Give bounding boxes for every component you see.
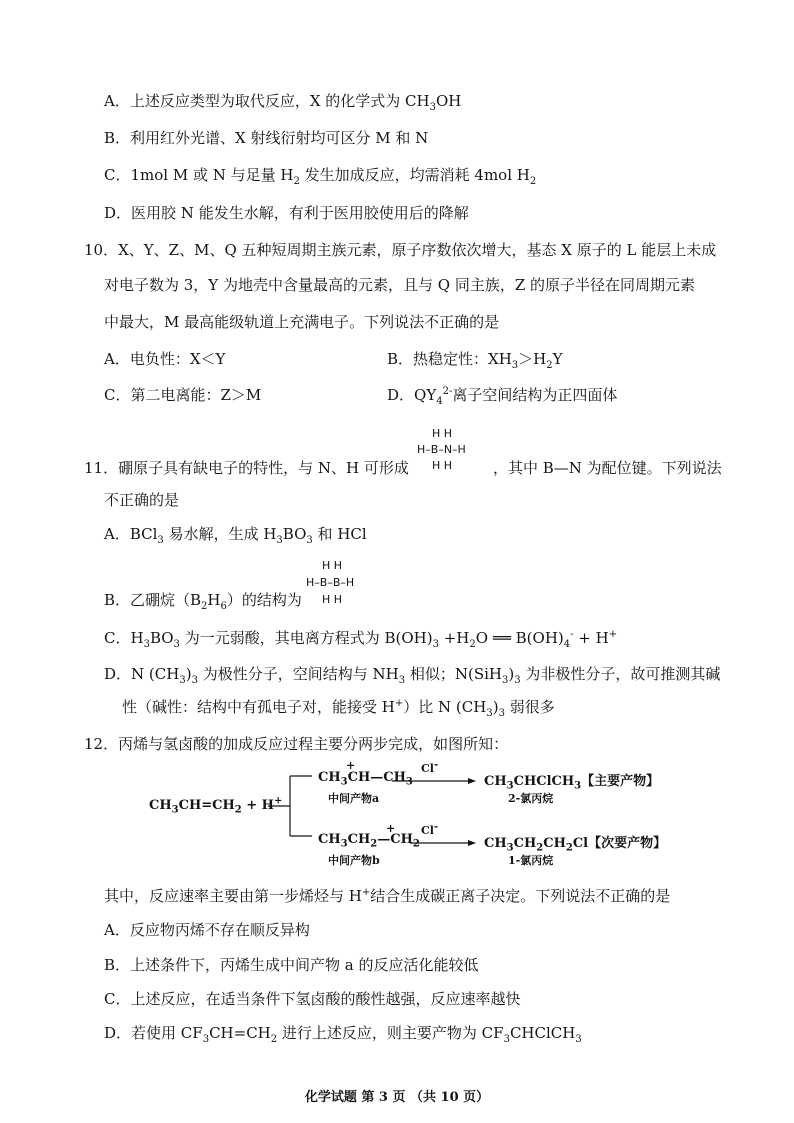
q11-stem-line1a: 11．硼原子具有缺电子的特性，与 N、H 可形成: [84, 459, 409, 477]
intermediate-b: $CH_3CH_2—CH_2$: [318, 832, 420, 850]
q12-stem-line1: 12．丙烯与氢卤酸的加成反应过程主要分两步完成，如图所知：: [84, 735, 509, 753]
bn-structure-top: H H: [432, 427, 453, 440]
q11-option-d-line2: 性（碱性：结构中有孤电子对，能接受 H+）比 N $(CH_3)_3$ 弱很多: [122, 698, 555, 719]
q9-option-c: C．1mol M 或 N 与足量 $H_2$ 发生加成反应，均需消耗 4mol $H_2$: [104, 166, 537, 187]
q9-option-a: A．上述反应类型为取代反应，X 的化学式为 $CH_3OH$: [104, 92, 462, 113]
chloride-reagent-a: Cl-: [421, 759, 439, 775]
q10-option-c: C．第二电离能：Z＞M: [104, 386, 262, 404]
b2h6-structure-bot: H H: [322, 593, 343, 606]
q12-option-a: A．反应物丙烯不存在顺反异构: [104, 921, 310, 939]
q11-option-d-line1: D．N $(CH_3)_3$ 为极性分子，空间结构与 $NH_3$ 相似；$N(SiH_3)_3$ 为非极性分子，故可推测其碱: [104, 665, 721, 686]
bn-structure-diagram: [417, 428, 487, 472]
q10-option-a: A．电负性：X＜Y: [104, 350, 226, 368]
q12-option-d: D．若使用 $CF_3CH=CH_2$ 进行上述反应，则主要产物为 $CF_3CHClCH_3$: [104, 1024, 582, 1045]
q11-option-c: C．$H_3BO_3$ 为一元弱酸，其电离方程式为 $B(OH)_3 +H_2O$ ══ $B(OH)_4^- + H^+$: [104, 629, 618, 650]
q12-stem-line2: 其中，反应速率主要由第一步烯烃与 H+结合生成碳正离子决定。下列说法不正确的是: [104, 887, 671, 905]
intermediate-b-label: 中间产物b: [328, 854, 380, 867]
q10-stem-line1: 10．X、Y、Z、M、Q 五种短周期主族元素，原子序数依次增大，基态 X 原子的 L 能层上未成: [84, 241, 717, 259]
q10-stem-line3: 中最大，M 最高能级轨道上充满电子。下列说法不正确的是: [104, 313, 500, 331]
q11-stem-line1b: ，其中 B—N 为配位键。下列说法: [493, 459, 722, 477]
carbocation-plus-a: +: [346, 759, 356, 772]
reaction-scheme: [0, 760, 794, 870]
q10-option-d: D．$QY_4^{2-}$离子空间结构为正四面体: [387, 386, 618, 407]
bn-structure-bot: H H: [432, 459, 453, 472]
q12-option-c: C．上述反应，在适当条件下氢卤酸的酸性越强，反应速率越快: [104, 990, 521, 1008]
product-b: $CH_3CH_2CH_2Cl$【次要产物】: [484, 836, 667, 854]
reactant-propene: $CH_3CH=CH_2 + H^+$: [149, 795, 283, 816]
q10-option-b: B．热稳定性：$XH_3>H_2Y$: [387, 350, 563, 371]
b2h6-structure-mid: H–B–B–H: [306, 576, 355, 589]
q9-option-d: D．医用胶 N 能发生水解，有利于医用胶使用后的降解: [104, 204, 469, 222]
product-a: $CH_3CHClCH_3$【主要产物】: [484, 774, 660, 792]
q12-option-b: B．上述条件下，丙烯生成中间产物 a 的反应活化能较低: [104, 956, 479, 974]
chloride-reagent-b: Cl-: [421, 821, 439, 837]
carbocation-plus-b: +: [386, 822, 396, 835]
q9-option-b: B．利用红外光谱、X 射线衍射均可区分 M 和 N: [104, 129, 429, 147]
q11-option-b: B．乙硼烷$(B_2H_6)$的结构为: [104, 591, 302, 612]
intermediate-a: $CH_3CH—CH_3$: [318, 770, 413, 788]
q10-stem-line2: 对电子数为 3，Y 为地壳中含量最高的元素，且与 Q 同主族，Z 的原子半径在同周期元素: [104, 276, 696, 294]
q11-option-a: A．BCl$_3$ 易水解，生成 $H_3BO_3$ 和 HCl: [104, 525, 367, 546]
product-a-label: 2-氯丙烷: [508, 792, 554, 805]
bn-structure-mid: H–B–N–H: [417, 443, 466, 456]
page-footer: 化学试题 第 3 页 （共 10 页）: [304, 1090, 490, 1105]
intermediate-a-label: 中间产物a: [328, 792, 380, 805]
q11-stem-line2: 不正确的是: [104, 491, 180, 509]
b2h6-structure-top: H H: [322, 559, 343, 572]
product-b-label: 1-氯丙烷: [508, 854, 554, 867]
b2h6-structure-diagram: [306, 560, 376, 606]
